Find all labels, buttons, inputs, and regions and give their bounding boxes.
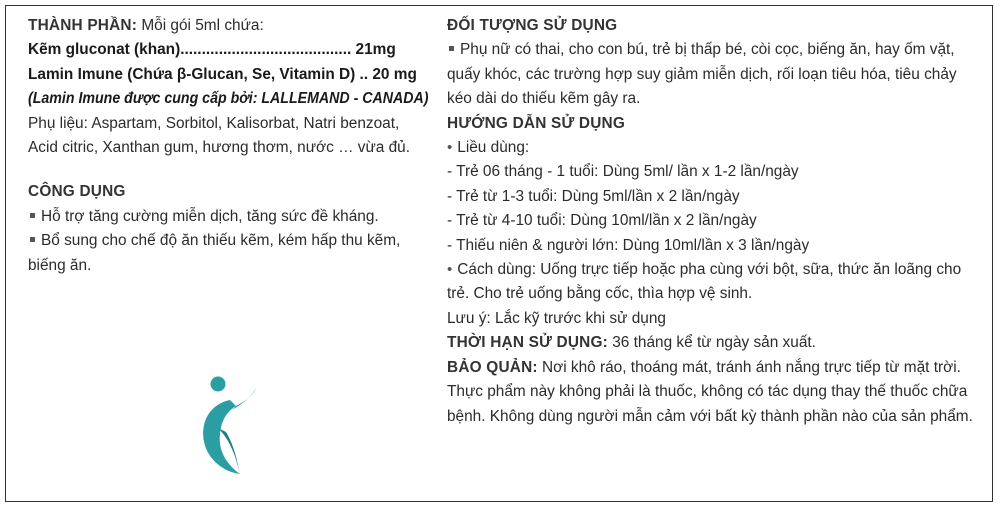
uses-heading: CÔNG DỤNG xyxy=(28,183,126,201)
target-line-1-text: Phụ nữ có thai, cho con bú, trẻ bị thấp bé, còi cọc, biếng ăn, hay ốm vặt, xyxy=(460,41,955,59)
dose-4: - Thiếu niên & người lớn: Dùng 10ml/lần x 3 lần/ngày xyxy=(447,236,810,254)
dosage-label-text: Liều dùng: xyxy=(457,139,530,157)
excipients-line-1: Phụ liệu: Aspartam, Sorbitol, Kalisorbat, Natri benzoat, xyxy=(28,114,400,132)
square-bullet-icon xyxy=(30,237,35,242)
target-heading: ĐỐI TƯỢNG SỬ DỤNG xyxy=(447,17,618,34)
figure-logo-icon xyxy=(196,370,256,474)
dot-bullet-icon: • xyxy=(447,139,453,157)
spacer xyxy=(28,160,428,180)
zinc-line: Kẽm gluconat (khan)........................................ 21mg xyxy=(28,41,396,59)
disclaimer-line-1: Thực phẩm này không phải là thuốc, không có tác dụng thay thế thuốc chữa xyxy=(447,383,968,401)
method-line-1-text: Cách dùng: Uống trực tiếp hoặc pha cùng với bột, sữa, thức ăn loãng cho xyxy=(457,261,962,279)
supplier-line: (Lamin Imune được cung cấp bởi: LALLEMAND - CANADA) xyxy=(28,90,429,108)
lamin-line: Lamin Imune (Chứa β-Glucan, Se, Vitamin D) .. 20 mg xyxy=(28,65,417,83)
target-line-2: quấy khóc, các trường hợp suy giảm miễn dịch, rối loạn tiêu hóa, tiêu chảy xyxy=(447,65,957,83)
storage-text: Nơi khô ráo, thoáng mát, tránh ánh nắng trực tiếp từ mặt trời. xyxy=(542,358,961,376)
storage-line xyxy=(447,356,977,380)
storage-heading: BẢO QUẢN: xyxy=(447,358,538,376)
usage-heading: HƯỚNG DẪN SỬ DỤNG xyxy=(447,114,626,132)
target-line-3: kéo dài do thiếu kẽm gây ra. xyxy=(447,90,641,108)
shelf-life-heading: THỜI HẠN SỬ DỤNG: xyxy=(447,334,608,352)
use-item-2 xyxy=(28,229,428,253)
method-line-2: trẻ. Cho trẻ uống bằng cốc, thìa hợp vệ sinh. xyxy=(447,285,753,303)
dose-2: - Trẻ từ 1-3 tuổi: Dùng 5ml/lần x 2 lần/ngày xyxy=(447,187,740,205)
dose-1: - Trẻ 06 tháng - 1 tuổi: Dùng 5ml/ lần x 1-2 lần/ngày xyxy=(447,163,799,181)
disclaimer-line-2: bệnh. Không dùng người mẫn cảm với bất kỳ thành phần nào của sản phẩm. xyxy=(447,407,973,425)
use-item-1-text: Hỗ trợ tăng cường miễn dịch, tăng sức đề kháng. xyxy=(41,207,379,225)
note-line: Lưu ý: Lắc kỹ trước khi sử dụng xyxy=(447,309,666,327)
ingredients-line xyxy=(28,14,428,38)
dot-bullet-icon: • xyxy=(447,261,453,279)
ingredients-heading: THÀNH PHẦN: xyxy=(28,17,138,34)
method-line-1 xyxy=(447,258,977,282)
ingredients-intro: Mỗi gói 5ml chứa: xyxy=(141,17,264,34)
use-item-2-cont: biếng ăn. xyxy=(28,256,92,274)
square-bullet-icon xyxy=(30,213,35,218)
shelf-life-text: 36 tháng kể từ ngày sản xuất. xyxy=(612,334,816,352)
right-column xyxy=(447,14,977,429)
target-line-1 xyxy=(447,38,977,62)
left-column xyxy=(28,14,428,278)
excipients-line-2: Acid citric, Xanthan gum, hương thơm, nước … vừa đủ. xyxy=(28,139,410,157)
use-item-1 xyxy=(28,205,428,229)
square-bullet-icon xyxy=(449,46,454,51)
dose-3: - Trẻ từ 4-10 tuổi: Dùng 10ml/lần x 2 lần/ngày xyxy=(447,212,757,230)
use-item-2-text: Bổ sung cho chế độ ăn thiếu kẽm, kém hấp thu kẽm, xyxy=(41,232,401,250)
dosage-label xyxy=(447,136,977,160)
shelf-life-line xyxy=(447,331,977,355)
